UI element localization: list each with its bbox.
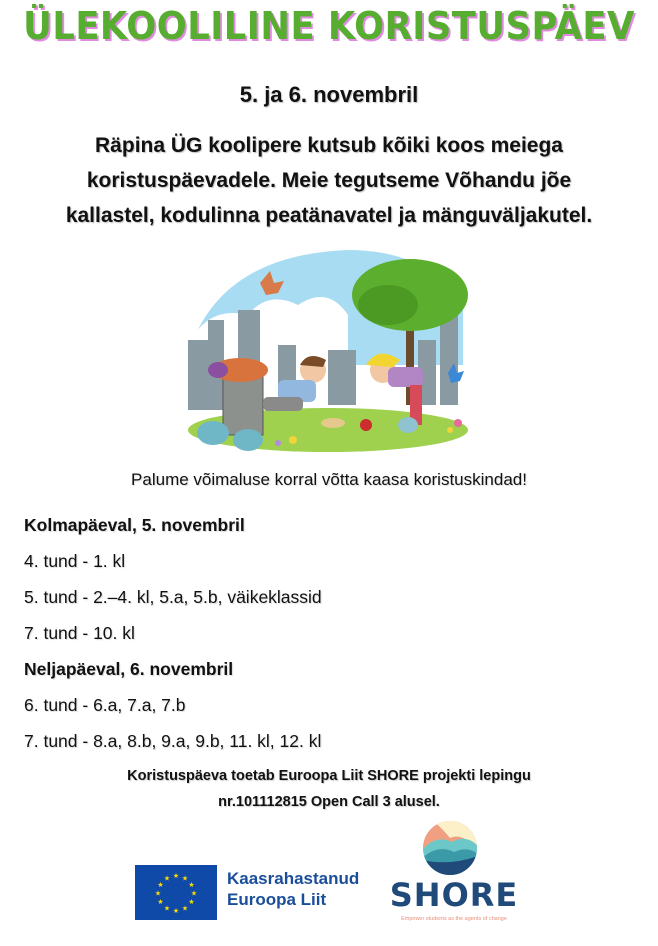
svg-text:★: ★	[163, 904, 171, 913]
svg-text:★: ★	[157, 881, 164, 889]
svg-text:★: ★	[154, 889, 162, 898]
eu-label-line: Euroopa Liit	[227, 890, 327, 909]
shore-wordmark: SHORE	[389, 876, 519, 914]
eu-label-line: Kaasrahastanud	[227, 869, 360, 888]
sponsor-statement	[0, 763, 658, 815]
schedule-slot: 7. tund - 8.a, 8.b, 9.a, 9.b, 11. kl, 12. kl	[24, 731, 322, 751]
schedule-slot: 6. tund - 6.a, 7.a, 7.b	[24, 695, 186, 715]
schedule-slot: 4. tund - 1. kl	[24, 551, 126, 571]
cleanup-illustration	[178, 245, 478, 455]
svg-text:★: ★	[188, 898, 195, 906]
schedule-slot: 5. tund - 2.–4. kl, 5.a, 5.b, väikeklassid	[24, 587, 322, 607]
sponsor-line: nr.101112815 Open Call 3 alusel.	[218, 794, 440, 810]
eu-flag-icon	[135, 865, 217, 920]
intro-line: kallastel, kodulinna peatänavatel ja mänguväljakutel.	[65, 204, 593, 227]
intro-paragraph	[20, 128, 638, 233]
eu-cofunded-label	[227, 868, 359, 910]
sponsor-line: Koristuspäeva toetab Euroopa Liit SHORE projekti lepingu	[127, 768, 531, 784]
schedule-list	[24, 512, 644, 764]
schedule-day-heading: Neljapäeval, 6. novembril	[24, 659, 234, 679]
schedule-slot: 7. tund - 10. kl	[24, 623, 135, 643]
intro-line: koristuspäevadele. Meie tegutseme Võhandu jõe	[86, 169, 572, 192]
svg-text:★: ★	[172, 907, 180, 915]
event-dates: 5. ja 6. novembril	[239, 82, 419, 107]
shore-wave-icon	[422, 820, 478, 876]
svg-text:★: ★	[181, 874, 189, 883]
gloves-note: Palume võimaluse korral võtta kaasa koristuskindad!	[131, 470, 527, 489]
svg-text:★: ★	[181, 904, 189, 913]
shore-logo	[386, 820, 522, 928]
schedule-day-heading: Kolmapäeval, 5. novembril	[24, 515, 245, 535]
svg-text:★: ★	[157, 898, 164, 906]
svg-text:★: ★	[172, 872, 180, 880]
svg-text:★: ★	[163, 874, 171, 883]
svg-text:★: ★	[188, 881, 195, 889]
shore-tagline: Empower students as the agents of change	[401, 916, 507, 922]
svg-text:★: ★	[190, 889, 198, 898]
page-title: ÜLEKOOLILINE KORISTUSPÄEV	[23, 4, 635, 48]
intro-line: Räpina ÜG koolipere kutsub kõiki koos meiega	[95, 134, 563, 157]
